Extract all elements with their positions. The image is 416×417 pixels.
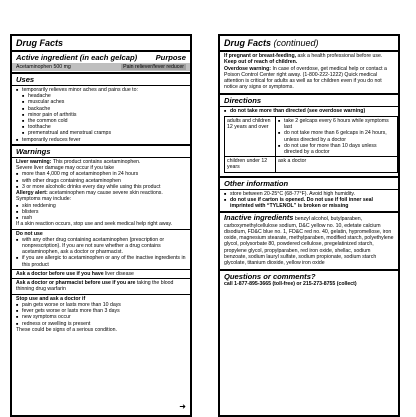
list-item: ■ redness or swelling is present	[16, 321, 186, 327]
divider	[12, 294, 190, 295]
directions-table	[224, 116, 398, 173]
stop-use-list	[12, 302, 190, 327]
drug-facts-continued: (continued)	[273, 38, 319, 48]
list-item: ■ with any other drug containing acetaminophen (prescription or nonprescription). If you are not sure whether a drug contains acetaminophen, ask a doctor or pharmacist.	[16, 237, 186, 256]
inactive-ingredients-text: benzyl alcohol, butylparaben, carboxymethylcellulose sodium, D&C yellow no. 10, edetate calcium disodium, FD&C blue no. 1, FD&C red no. 40, gelatin, hypromellose, iron oxide, magnesium stearate, methylparaben, modified starch, polyethylene glycol, polysorbate 80, powdered cellulose, pregelatinized starch, propylene glycol, propylparaben, red iron oxide, shellac, sodium benzoate, sodium lauryl sulfate, sodium propionate, sodium starch glycolate, titanium dioxide, yellow iron oxide	[224, 216, 394, 267]
list-item: ■ 3 or more alcoholic drinks every day while using this product	[16, 184, 186, 190]
liver-warning-text-2: Severe liver damage may occur if you take	[16, 165, 115, 172]
other-information-header: Other information	[224, 178, 289, 188]
ingredient-row	[12, 63, 190, 71]
continue-arrow-icon: ➜	[179, 402, 186, 411]
stop-use-header: Stop use and ask a doctor if	[16, 295, 86, 302]
list-item: ■ if you are allergic to acetaminophen or any of the inactive ingredients in this product	[16, 255, 186, 267]
allergy-after: If a skin reaction occurs, stop use and seek medical help right away.	[16, 221, 173, 228]
allergy-list	[12, 203, 190, 222]
divider	[12, 269, 190, 270]
purpose-header: Purpose	[155, 53, 186, 62]
list-item: ■ muscular aches	[22, 99, 186, 105]
dosage-list	[278, 118, 395, 155]
list-item: ■ blisters	[16, 209, 186, 215]
overdose-text: In case of overdose, get medical help or contact a Poison Control Center right away. (1-800-222-1222) Quick medical attention is critical for adults as well as for children even if you do not notice any signs or symptoms.	[224, 65, 387, 91]
list-item: ■ do not take more than 6 gelcaps in 24 hours, unless directed by a doctor	[278, 130, 395, 142]
warnings-header: Warnings	[16, 146, 51, 156]
list-item: ■ headache	[22, 93, 186, 99]
pregnancy-warning	[220, 52, 398, 59]
overdose-label: Overdose warning:	[224, 65, 271, 72]
drug-facts-panel-left	[10, 34, 192, 417]
list-item: ■ toothache	[22, 124, 186, 130]
ingredient-purpose: Pain reliever/fever reducer	[123, 64, 184, 70]
drug-facts-title	[220, 36, 398, 49]
inactive-ingredients-header: Inactive ingredients	[224, 213, 294, 223]
divider	[12, 157, 190, 158]
active-ingredient-header: Active ingredient (in each gelcap)	[16, 53, 138, 62]
divider	[12, 85, 190, 86]
questions-header: Questions or comments?	[224, 271, 316, 281]
active-ingredient-header-row	[12, 52, 190, 62]
list-item: ■ backache	[22, 106, 186, 112]
divider	[12, 229, 190, 230]
ask-pharmacist	[12, 280, 190, 293]
list-item: ■ premenstrual and menstrual cramps	[22, 130, 186, 136]
liver-warning-text: This product contains acetaminophen.	[52, 158, 141, 165]
ask-doctor	[12, 271, 190, 277]
do-not-use-header: Do not use	[16, 230, 43, 237]
age-cell: children under 12 years	[225, 157, 276, 172]
liver-warning-label: Liver warning:	[16, 158, 52, 165]
overdose-warning	[220, 66, 398, 91]
inactive-ingredients	[220, 213, 398, 266]
age-cell: adults and children 12 years and over	[225, 116, 276, 156]
list-item: ■ store between 20-25°C (68-77°F). Avoid high humidity.	[224, 191, 394, 197]
directions-list	[220, 108, 398, 114]
ingredient-name: Acetaminophen 500 mg	[16, 64, 71, 70]
directions-header: Directions	[224, 95, 262, 105]
pregnancy-label: If pregnant or breast-feeding,	[224, 53, 297, 59]
table-row	[225, 157, 398, 172]
ask-pharmacist-text: taking the blood thinning drug warfarin	[16, 280, 174, 293]
drug-facts-title-text: Drug Facts	[224, 38, 272, 48]
list-item: ■ skin reddening	[16, 203, 186, 209]
list-item: ■ do not use for more than 10 days unless directed by a doctor	[278, 143, 395, 155]
uses-intro: ■ temporarily relieves minor aches and pains due to:	[16, 87, 186, 93]
keep-out-of-reach: Keep out of reach of children.	[224, 59, 298, 66]
list-item: ■ minor pain of arthritis	[22, 112, 186, 118]
ask-doctor-text: liver disease	[105, 270, 134, 277]
other-information-list	[220, 191, 398, 210]
drug-facts-panel-right	[218, 34, 400, 417]
questions-text: call 1-877-895-3665 (toll-free) or 215-273-8755 (collect)	[224, 280, 357, 287]
list-item: ■ fever gets worse or lasts more than 3 days	[16, 308, 186, 314]
allergy-alert-text: acetaminophen may cause severe skin reactions.	[49, 190, 163, 197]
directions-item: ■ do not take more than directed (see overdose warning)	[224, 108, 394, 114]
uses-fever-list	[12, 137, 190, 143]
allergy-alert-text-2: Symptoms may include:	[16, 196, 72, 203]
pregnancy-text: ask a health professional before use.	[297, 53, 383, 59]
do-not-use-list	[12, 237, 190, 268]
uses-header: Uses	[16, 75, 35, 84]
ask-pharmacist-header: Ask a doctor or pharmacist before use if you are	[16, 280, 136, 287]
dosage-cell	[276, 116, 398, 156]
divider	[12, 278, 190, 279]
list-item: ■ with other drugs containing acetaminophen	[16, 178, 186, 184]
list-item: ■ take 2 gelcaps every 6 hours while symptoms last	[278, 118, 395, 130]
table-row	[225, 116, 398, 156]
list-item: ■ the common cold	[22, 118, 186, 124]
dosage-cell: ask a doctor	[276, 157, 398, 172]
list-item: ■ pain gets worse or lasts more than 10 days	[16, 302, 186, 308]
divider	[220, 106, 398, 107]
list-item: ■ rash	[16, 215, 186, 221]
drug-facts-title: Drug Facts	[16, 38, 64, 48]
list-item: ■ do not use if carton is opened. Do not use if foil inner seal imprinted with “TYLENOL” is broken or missing	[224, 197, 394, 209]
list-item: ■ new symptoms occur	[16, 314, 186, 320]
list-item: ■ more than 4,000 mg of acetaminophen in 24 hours	[16, 171, 186, 177]
uses-list	[12, 93, 190, 136]
allergy-alert-label: Allergy alert:	[16, 190, 48, 197]
stop-use-after: These could be signs of a serious condition.	[16, 326, 117, 333]
uses-fever: ■ temporarily reduces fever	[16, 137, 186, 143]
ask-doctor-header: Ask a doctor before use if you have	[16, 270, 104, 277]
divider	[220, 189, 398, 190]
liver-warning-list	[12, 171, 190, 190]
